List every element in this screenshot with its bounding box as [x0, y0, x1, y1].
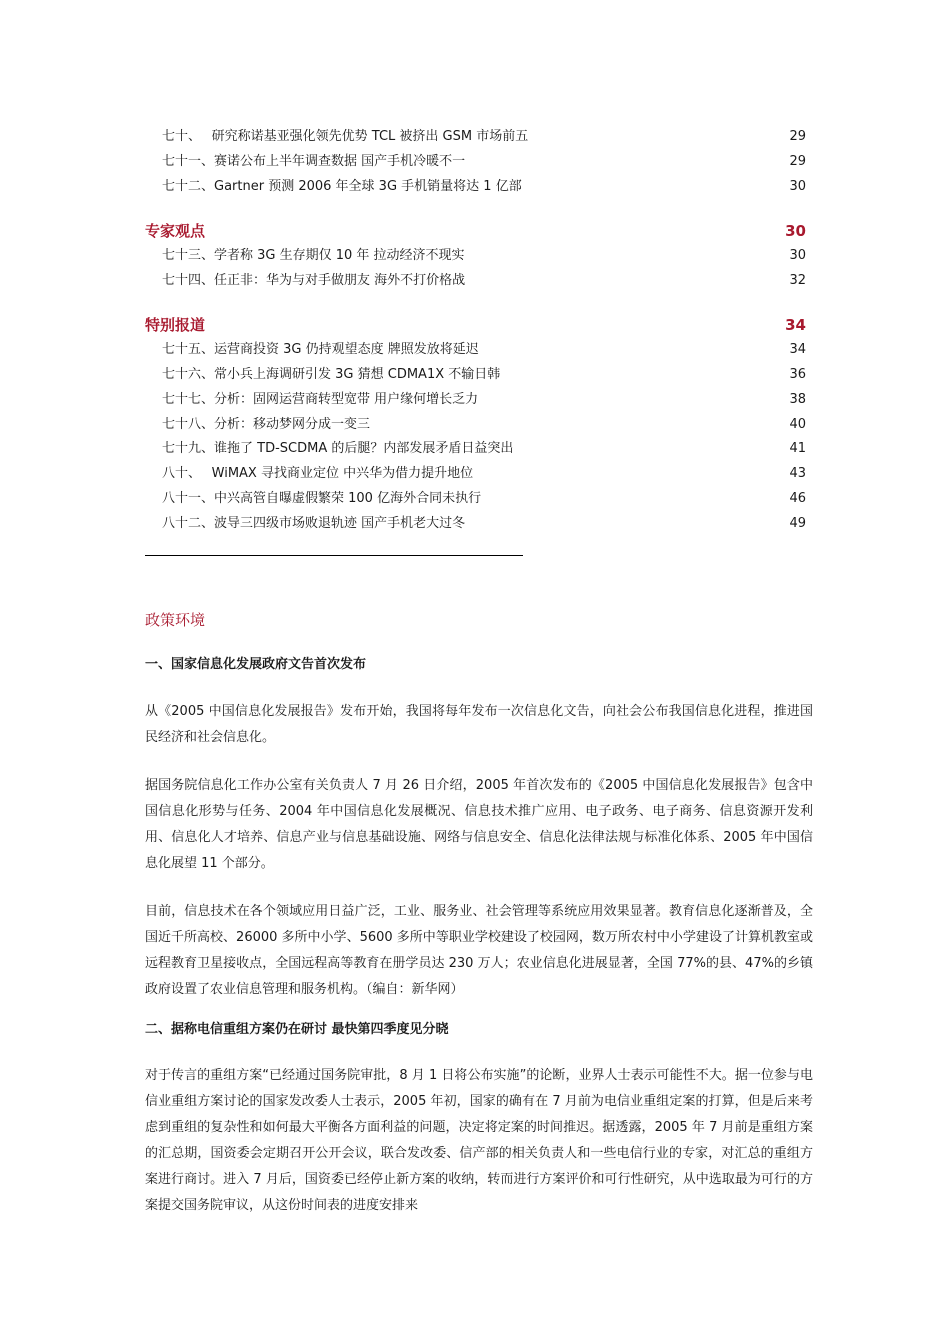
toc-entry-page: 49	[789, 516, 806, 531]
toc-entry[interactable]	[162, 364, 806, 386]
toc-entry-page: 29	[789, 129, 806, 144]
toc-entry-title: 七十三、学者称 3G 生存期仅 10 年 拉动经济不现实	[162, 248, 465, 263]
toc-section-page: 34	[785, 316, 806, 334]
toc-entry-page: 38	[789, 392, 806, 407]
toc-entry-page: 43	[789, 466, 806, 481]
toc-entry-title: 七十、 研究称诺基亚强化领先优势 TCL 被挤出 GSM 市场前五	[162, 129, 529, 144]
paragraph: 据国务院信息化工作办公室有关负责人 7 月 26 日介绍，2005 年首次发布的《2005 中国信息化发展报告》包含中国信息化形势与任务、2004 年中国信息化发展概况、信息技术推广应用、电子政务、电子商务、信息资源开发利用、信息化人才培养、信息产业与信息基础设施、网络与信息安全、信息化法律法规与标准化体系、2005 年中国信息化展望 11 个部分。	[145, 778, 813, 871]
toc-entry-title: 七十四、任正非：华为与对手做朋友 海外不打价格战	[162, 273, 466, 288]
toc-entry-title: 八十一、中兴高管自曝虚假繁荣 100 亿海外合同未执行	[162, 491, 482, 506]
paragraph: 对于传言的重组方案“已经通过国务院审批，8 月 1 日将公布实施”的论断，业界人士表示可能性不大。据一位参与电信业重组方案讨论的国家发改委人士表示，2005 年初，国家的确有在 7 月前为电信业重组定案的打算，但是后来考虑到重组的复杂性和如何最大平衡各方面利益的问题，决定将定案的时间推迟。据透露，2005 年 7 月前是重组方案的汇总期，国资委会定期召开公开会议，联合发改委、信产部的相关负责人和一些电信行业的专家，对汇总的重组方案进行商讨。进入 7 月后，国资委已经停止新方案的收纳，转而进行方案评价和可行性研究，从中选取最为可行的方案提交国务院审议，从这份时间表的进度安排来	[145, 1068, 813, 1213]
toc-entry[interactable]	[162, 513, 806, 535]
toc-entry[interactable]	[162, 463, 806, 485]
toc-entry[interactable]	[162, 126, 806, 148]
toc-entry-title: 七十五、运营商投资 3G 仍持观望态度 牌照发放将延迟	[162, 342, 479, 357]
paragraph: 目前，信息技术在各个领域应用日益广泛，工业、服务业、社会管理等系统应用效果显著。教育信息化逐渐普及，全国近千所高校、26000 多所中小学、5600 多所中等职业学校建设了校园网，数万所农村中小学建设了计算机教室或远程教育卫星接收点，全国远程高等教育在册学员达 230 万人；农业信息化进展显著，全国 77%的县、47%的乡镇政府设置了农业信息管理和服务机构。（编自：新华网）	[145, 904, 813, 997]
toc-entry-title: 七十一、赛诺公布上半年调查数据 国产手机冷暖不一	[162, 154, 466, 169]
toc-entry[interactable]	[162, 245, 806, 267]
toc-entry-page: 46	[789, 491, 806, 506]
section-title: 政策环境	[145, 611, 206, 629]
toc-entry-title: 七十二、Gartner 预测 2006 年全球 3G 手机销量将达 1 亿部	[162, 179, 522, 194]
toc-entry-title: 八十二、波导三四级市场败退轨迹 国产手机老大过冬	[162, 516, 466, 531]
toc-entry[interactable]	[162, 389, 806, 411]
article-title: 二、据称电信重组方案仍在研讨 最快第四季度见分晓	[145, 1022, 449, 1037]
toc-entry-page: 36	[789, 367, 806, 382]
toc-entry-page: 32	[789, 273, 806, 288]
toc-entry[interactable]	[162, 176, 806, 198]
toc-section-special[interactable]	[145, 313, 806, 337]
toc-entry-page: 41	[789, 441, 806, 456]
toc-entry-title: 七十七、分析：固网运营商转型宽带 用户缘何增长乏力	[162, 392, 479, 407]
toc-entry-page: 34	[789, 342, 806, 357]
toc-entry[interactable]	[162, 270, 806, 292]
toc-section-title: 特别报道	[145, 316, 206, 334]
toc-section-page: 30	[785, 222, 806, 240]
toc-entry[interactable]	[162, 488, 806, 510]
toc-entry-page: 30	[789, 179, 806, 194]
toc-entry[interactable]	[162, 438, 806, 460]
paragraph: 从《2005 中国信息化发展报告》发布开始，我国将每年发布一次信息化文告，向社会公布我国信息化进程，推进国民经济和社会信息化。	[145, 704, 813, 745]
toc-entry-page: 29	[789, 154, 806, 169]
toc-entry-title: 七十八、分析：移动梦网分成一变三	[162, 417, 371, 432]
toc-entry-page: 30	[789, 248, 806, 263]
toc-entry-title: 七十六、常小兵上海调研引发 3G 猜想 CDMA1X 不输日韩	[162, 367, 501, 382]
toc-section-experts[interactable]	[145, 219, 806, 243]
toc-entry-title: 八十、 WiMAX 寻找商业定位 中兴华为借力提升地位	[162, 466, 474, 481]
toc-entry[interactable]	[162, 339, 806, 361]
article-title: 一、国家信息化发展政府文告首次发布	[145, 657, 367, 672]
toc-entry[interactable]	[162, 151, 806, 173]
toc-section-title: 专家观点	[145, 222, 206, 240]
toc-entry-page: 40	[789, 417, 806, 432]
toc-divider	[145, 555, 523, 556]
toc-entry[interactable]	[162, 414, 806, 436]
toc-entry-title: 七十九、谁拖了 TD-SCDMA 的后腿？内部发展矛盾日益突出	[162, 441, 514, 456]
